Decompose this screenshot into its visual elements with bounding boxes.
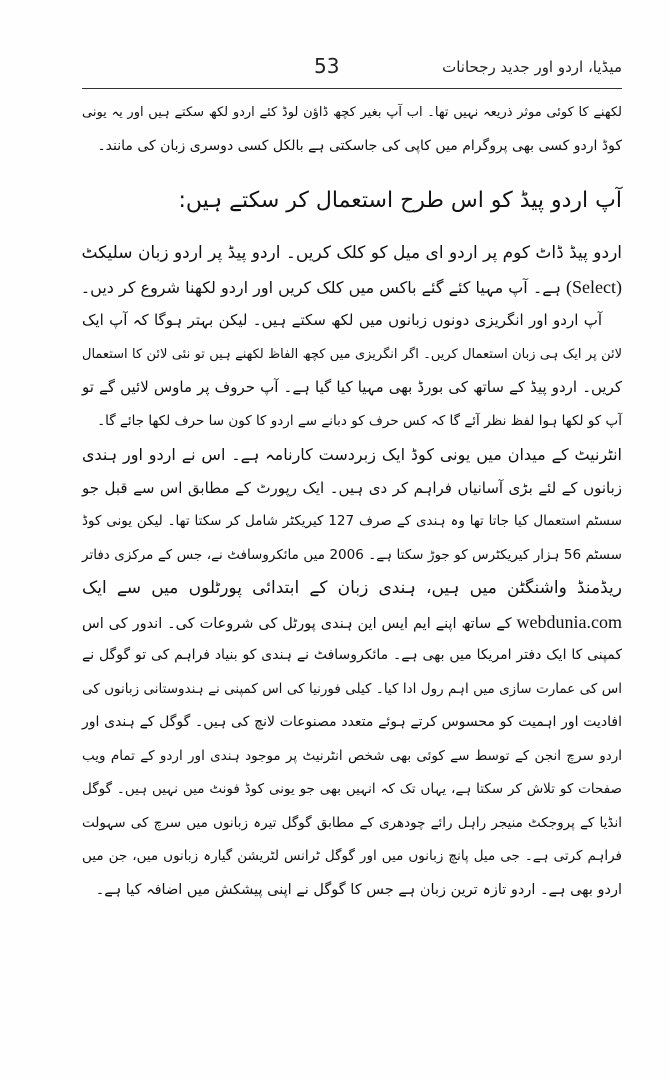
text-line: سسٹم استعمال کیا جاتا تھا وہ ہندی کے صرف 127 کیریکٹر شامل کر سکتا تھا۔ لیکن یونی کوڈ xyxy=(82,513,622,529)
text-line: اردو سرچ انجن کے توسط سے کوئی بھی شخص انٹرنیٹ پر موجود ہندی اور اردو کے تمام ویب xyxy=(82,747,622,764)
text-line: آپ کو لکھا ہوا لفظ نظر آئے گا کہ کس حرف کو دبانے سے اردو کا کون سا حرف لکھا جائے گا۔ xyxy=(97,412,622,429)
page-body xyxy=(82,96,622,907)
text-line: انٹرنیٹ کے میدان میں یونی کوڈ ایک زبردست کارنامہ ہے۔ اس نے اردو اور ہندی xyxy=(82,445,622,464)
text-fragment: ہے۔ آپ مہیا کئے گئے باکس میں کلک کریں اور اردو لکھنا شروع کر دیں۔ xyxy=(80,277,567,297)
text-line: کریں۔ اردو پیڈ کے ساتھ کی بورڈ بھی مہیا کیا گیا ہے۔ آپ حروف پر ماوس لائیں گے تو xyxy=(82,378,622,396)
text-line: کوڈ اردو کسی بھی پروگرام میں کاپی کی جاسکتی ہے بالکل کسی دوسری زبان کی مانند۔ xyxy=(97,137,622,154)
text-line: آپ اردو اور انگریزی دونوں زبانوں میں لکھ سکتے ہیں۔ لیکن بہتر ہوگا کہ آپ ایک xyxy=(82,311,602,329)
text-line: لائن پر ایک ہی زبان استعمال کریں۔ اگر انگریزی میں کچھ الفاظ لکھنے ہیں تو نئی لائن کا استعمال xyxy=(82,346,622,362)
text-fragment: کے ساتھ اپنے ایم ایس این ہندی پورٹل کی شروعات کی۔ اندور کی اس xyxy=(82,615,517,632)
text-line: اردو پیڈ ڈاٹ کوم پر اردو ای میل کو کلک کریں۔ اردو پیڈ پر اردو زبان سلیکٹ xyxy=(81,243,622,263)
page-header xyxy=(82,54,622,84)
text-line: انڈیا کے پروجکٹ منیجر راہل رائے چودھری کے مطابق گوگل تیرہ زبانوں میں سرچ کی سہولت xyxy=(82,814,622,831)
inline-url-text: webdunia.com xyxy=(516,611,622,632)
text-line: زبانوں کے لئے بڑی آسانیاں فراہم کر دی ہیں۔ ایک رپورٹ کے مطابق اس سے قبل جو xyxy=(82,478,622,497)
running-title: میڈیا، اردو اور جدید رجحانات xyxy=(442,58,622,76)
text-line: فراہم کرتی ہے۔ جی میل پانچ زبانوں میں اور گوگل ٹرانس لٹریشن گیارہ زبانوں میں، جن میں xyxy=(82,848,622,864)
text-line: افادیت اور اہمیت کو محسوس کرتے ہوئے متعدد مصنوعات لانچ کی ہیں۔ گوگل کے ہندی اور xyxy=(82,714,622,730)
text-line: لکھنے کا کوئی موثر ذریعہ نہیں تھا۔ اب آپ بغیر کچھ ڈاؤن لوڈ کئے اردو لکھ سکتے ہیں اور یہ یونی xyxy=(82,105,622,120)
inline-english-word: (Select) xyxy=(566,276,622,297)
text-line: ریڈمنڈ واشنگٹن میں ہیں، ہندی زبان کے ابتدائی پورٹلوں میں سے ایک xyxy=(82,578,622,598)
text-line xyxy=(82,606,622,640)
text-line: اس کی عمارت سازی میں اہم رول ادا کیا۔ کیلی فورنیا کی اس کمپنی نے ہندوستانی زبانوں کی xyxy=(82,680,622,697)
section-heading: آپ اردو پیڈ کو اس طرح استعمال کر سکتے ہیں: xyxy=(178,188,622,213)
text-line xyxy=(82,271,622,305)
text-line: کمپنی کا ایک دفتر امریکا میں بھی ہے۔ مائکروسافٹ نے ہندی کو بنیاد فراہم کی تو گوگل نے xyxy=(82,647,622,663)
header-rule xyxy=(82,88,622,89)
page-number: 53 xyxy=(314,54,340,78)
text-line: سسٹم 56 ہزار کیریکٹرس کو جوڑ سکتا ہے۔ 2006 میں مائکروسافٹ نے، جس کے مرکزی دفاتر xyxy=(82,546,622,563)
text-line: اردو بھی ہے۔ اردو تازہ ترین زبان ہے جس کا گوگل نے اپنی پیشکش میں اضافہ کیا ہے۔ xyxy=(95,881,622,898)
text-line: صفحات کو تلاش کر سکتا ہے، یہاں تک کہ انہیں بھی جو یونی کوڈ فونٹ میں نہیں ہیں۔ گوگل xyxy=(82,781,622,797)
